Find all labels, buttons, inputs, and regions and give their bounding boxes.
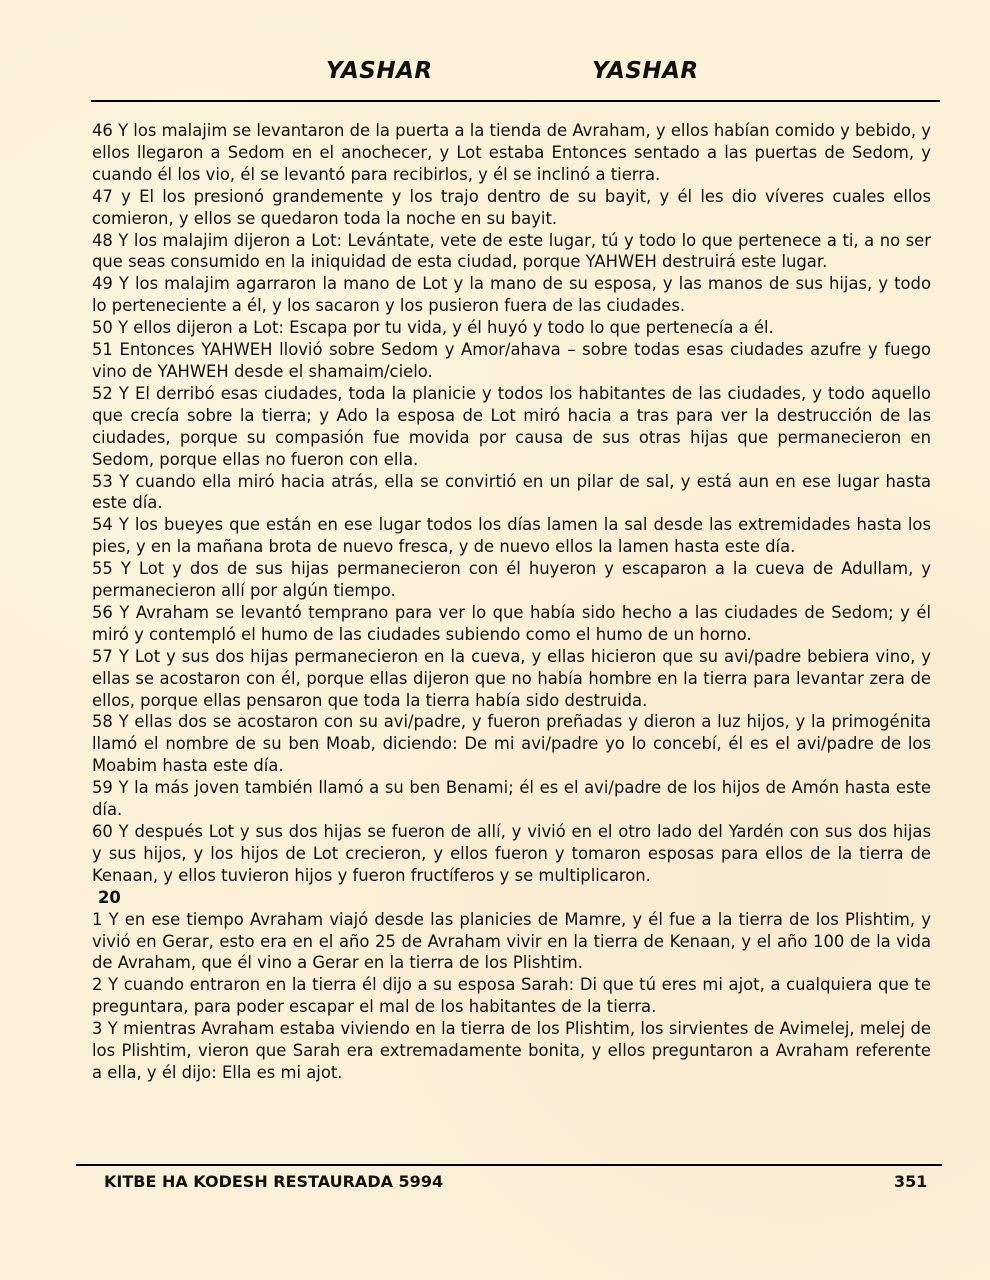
verse: 3 Y mientras Avraham estaba viviendo en la tierra de los Plishtim, los sirvientes de Avimelej, melej de los Plishtim, vieron que Sarah era extremadamente bonita, y ellos preguntaron a Avraham referente a ella, y él dijo: Ella es mi ajot. — [92, 1019, 931, 1082]
verse: 54 Y los bueyes que están en ese lugar todos los días lamen la sal desde las extremidades hasta los pies, y en la mañana brota de nuevo fresca, y de nuevo ellos la lamen hasta este día. — [92, 515, 931, 557]
verse: 57 Y Lot y sus dos hijas permanecieron en la cueva, y ellas hicieron que su avi/padre bebiera vino, y ellas se acostaron con él, porque ellas dijeron que no había hombre en la tierra para levantar zera de ellos, porque ellas pensaron que toda la tierra había sido destruida. — [92, 646, 931, 710]
verse: 56 Y Avraham se levantó temprano para ver lo que había sido hecho a las ciudades de Sedom; y él miró y contempló el humo de las ciudades subiendo como el humo de un horno. — [92, 602, 931, 644]
verse: 52 Y El derribó esas ciudades, toda la planicie y todos los habitantes de las ciudades, y todo aquello que crecía sobre la tierra; y Ado la esposa de Lot miró hacia a tras para ver la destrucción de las ciudades, porque su compasión fue movida por causa de sus otras hijas que permanecieron en Sedom, porque ellas no fueron con ella. — [92, 383, 931, 469]
footer-book-title: KITBE HA KODESH RESTAURADA 5994 — [104, 1172, 444, 1191]
footer-divider — [76, 1164, 942, 1166]
verse: 60 Y después Lot y sus dos hijas se fueron de allí, y vivió en el otro lado del Yardén con sus dos hijas y sus hijos, y los hijos de Lot crecieron, y ellos fueron y tomaron esposas para ellos de la tierra de Kenaan, y ellos tuvieron hijos y fueron fructíferos y se multiplicaron. — [92, 822, 931, 885]
verse: 46 Y los malajim se levantaron de la puerta a la tienda de Avraham, y ellos habían comido y bebido, y ellos llegaron a Sedom en el anochecer, y Lot estaba Entonces sentado a las puertas de Sedom, y cuando él los vio, él se levantó para recibirlos, y él se inclinó a tierra. — [92, 121, 931, 184]
chapter-heading: 20 — [98, 887, 121, 907]
header-title-right: YASHAR — [592, 58, 699, 84]
verse: 47 y El los presionó grandemente y los trajo dentro de su bayit, y él les dio víveres cuales ellos comieron, y ellos se quedaron toda la noche en su bayit. — [92, 186, 931, 228]
verse: 58 Y ellas dos se acostaron con su avi/padre, y fueron preñadas y dieron a luz hijos, y la primogénita llamó el nombre de su ben Moab, diciendo: De mi avi/padre yo lo concebí, él es el avi/padre de los Moabim hasta este día. — [92, 712, 931, 776]
verse: 50 Y ellos dijeron a Lot: Escapa por tu vida, y él huyó y todo lo que pertenecía a él. — [92, 318, 774, 338]
verse: 48 Y los malajim dijeron a Lot: Levántate, vete de este lugar, tú y todo lo que pertenece a ti, a no ser que seas consumido en la iniquidad de esta ciudad, porque YAHWEH destruirá este lugar. — [92, 230, 931, 272]
scripture-text — [92, 120, 931, 1084]
page-number: 351 — [894, 1172, 928, 1191]
verse: 53 Y cuando ella miró hacia atrás, ella se convirtió en un pilar de sal, y está aun en ese lugar hasta este día. — [92, 471, 931, 513]
header-divider — [91, 100, 940, 102]
verse: 55 Y Lot y dos de sus hijas permanecieron con él huyeron y escaparon a la cueva de Adullam, y permanecieron allí por algún tiempo. — [92, 559, 931, 601]
verse: 49 Y los malajim agarraron la mano de Lot y la mano de su esposa, y las manos de sus hijas, y todo lo perteneciente a él, y los sacaron y los pusieron fuera de las ciudades. — [92, 274, 931, 316]
verse: 59 Y la más joven también llamó a su ben Benami; él es el avi/padre de los hijos de Amón hasta este día. — [92, 778, 931, 820]
page-header — [0, 58, 990, 92]
header-title-left: YASHAR — [326, 58, 433, 84]
verse: 51 Entonces YAHWEH llovió sobre Sedom y Amor/ahava – sobre todas esas ciudades azufre y fuego vino de YAHWEH desde el shamaim/cielo. — [92, 340, 931, 381]
verse: 2 Y cuando entraron en la tierra él dijo a su esposa Sarah: Di que tú eres mi ajot, a cualquiera que te preguntara, para poder escapar el mal de los habitantes de la tierra. — [92, 975, 931, 1017]
verse: 1 Y en ese tiempo Avraham viajó desde las planicies de Mamre, y él fue a la tierra de los Plishtim, y vivió en Gerar, esto era en el año 25 de Avraham vivir en la tierra de Kenaan, y el año 100 de la vida de Avraham, que él vino a Gerar en la tierra de los Plishtim. — [92, 909, 931, 973]
